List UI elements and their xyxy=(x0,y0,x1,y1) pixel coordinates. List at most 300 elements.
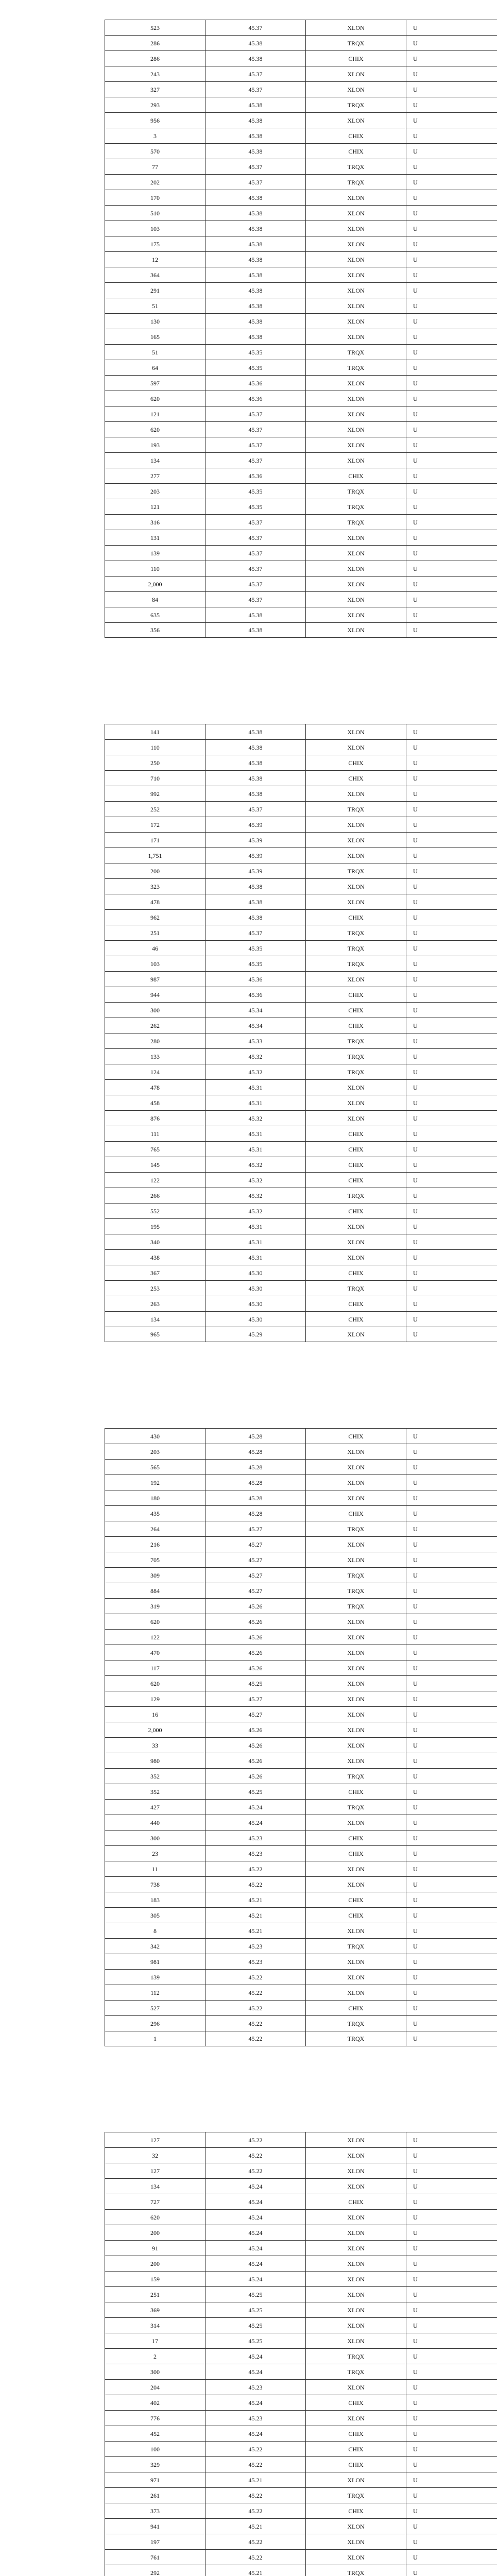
price-cell: 45.26 xyxy=(205,1614,305,1629)
price-cell: 45.37 xyxy=(205,530,305,545)
currency-cell: U xyxy=(406,2411,497,2426)
quantity-cell: 635 xyxy=(105,607,205,622)
venue-cell: XLON xyxy=(305,298,406,313)
venue-cell: CHIX xyxy=(305,51,406,66)
price-cell: 45.35 xyxy=(205,956,305,971)
table-row xyxy=(105,1095,497,1110)
price-cell: 45.30 xyxy=(205,1281,305,1296)
currency-cell: U xyxy=(406,802,497,817)
venue-cell: XLON xyxy=(305,1815,406,1830)
currency-cell: U xyxy=(406,1033,497,1048)
venue-cell: TRQX xyxy=(305,175,406,190)
quantity-cell: 478 xyxy=(105,894,205,909)
table-row xyxy=(105,1614,497,1629)
quantity-cell: 291 xyxy=(105,283,205,298)
currency-cell: U xyxy=(406,2179,497,2194)
quantity-cell: 962 xyxy=(105,910,205,925)
price-cell: 45.22 xyxy=(205,2534,305,2549)
table-row xyxy=(105,499,497,514)
quantity-cell: 134 xyxy=(105,453,205,468)
table-row xyxy=(105,1188,497,1203)
table-row xyxy=(105,2271,497,2286)
table-row xyxy=(105,2441,497,2456)
currency-cell: U xyxy=(406,941,497,956)
price-cell: 45.34 xyxy=(205,1003,305,1018)
venue-cell: CHIX xyxy=(305,1173,406,1188)
table-row xyxy=(105,1444,497,1459)
price-cell: 45.38 xyxy=(205,329,305,344)
quantity-cell: 430 xyxy=(105,1429,205,1444)
currency-cell: U xyxy=(406,453,497,468)
table-row xyxy=(105,1505,497,1521)
venue-cell: XLON xyxy=(305,1877,406,1892)
currency-cell: U xyxy=(406,2380,497,2395)
price-cell: 45.38 xyxy=(205,298,305,313)
price-cell: 45.36 xyxy=(205,987,305,1002)
quantity-cell: 175 xyxy=(105,236,205,251)
venue-cell: XLON xyxy=(305,879,406,894)
venue-cell: TRQX xyxy=(305,2016,406,2031)
venue-cell: XLON xyxy=(305,1327,406,1342)
table-row xyxy=(105,2286,497,2302)
table-row xyxy=(105,1048,497,1064)
price-cell: 45.38 xyxy=(205,771,305,786)
quantity-cell: 352 xyxy=(105,1784,205,1799)
price-cell: 45.23 xyxy=(205,1831,305,1845)
price-cell: 45.39 xyxy=(205,833,305,848)
currency-cell: U xyxy=(406,1769,497,1784)
price-cell: 45.37 xyxy=(205,66,305,81)
currency-cell: U xyxy=(406,1630,497,1645)
venue-cell: XLON xyxy=(305,607,406,622)
venue-cell: CHIX xyxy=(305,987,406,1002)
venue-cell: TRQX xyxy=(305,2565,406,2576)
price-cell: 45.31 xyxy=(205,1219,305,1234)
currency-cell: U xyxy=(406,592,497,607)
quantity-cell: 992 xyxy=(105,786,205,801)
quantity-cell: 91 xyxy=(105,2241,205,2256)
table-row xyxy=(105,344,497,360)
quantity-cell: 84 xyxy=(105,592,205,607)
table-row xyxy=(105,863,497,878)
price-cell: 45.27 xyxy=(205,1537,305,1552)
quantity-cell: 776 xyxy=(105,2411,205,2426)
currency-cell: U xyxy=(406,546,497,561)
quantity-cell: 440 xyxy=(105,1815,205,1830)
venue-cell: XLON xyxy=(305,2179,406,2194)
currency-cell: U xyxy=(406,1064,497,1079)
table-row xyxy=(105,375,497,391)
price-cell: 45.21 xyxy=(205,1923,305,1938)
price-cell: 45.31 xyxy=(205,1095,305,1110)
price-cell: 45.22 xyxy=(205,2031,305,2046)
venue-cell: XLON xyxy=(305,817,406,832)
quantity-cell: 296 xyxy=(105,2016,205,2031)
quantity-cell: 200 xyxy=(105,2256,205,2271)
venue-cell: CHIX xyxy=(305,2457,406,2472)
price-cell: 45.25 xyxy=(205,2302,305,2317)
currency-cell: U xyxy=(406,1250,497,1265)
venue-cell: XLON xyxy=(305,1970,406,1985)
venue-cell: XLON xyxy=(305,1552,406,1567)
price-cell: 45.27 xyxy=(205,1568,305,1583)
price-cell: 45.21 xyxy=(205,1908,305,1923)
venue-cell: XLON xyxy=(305,453,406,468)
table-row xyxy=(105,1737,497,1753)
currency-cell: U xyxy=(406,1188,497,1203)
table-row xyxy=(105,483,497,499)
price-cell: 45.25 xyxy=(205,2333,305,2348)
venue-cell: TRQX xyxy=(305,956,406,971)
currency-cell: U xyxy=(406,2426,497,2441)
table-row xyxy=(105,1892,497,1907)
table-row xyxy=(105,205,497,221)
quantity-cell: 134 xyxy=(105,1312,205,1327)
venue-cell: TRQX xyxy=(305,1800,406,1815)
currency-cell: U xyxy=(406,406,497,421)
venue-cell: XLON xyxy=(305,2472,406,2487)
currency-cell: U xyxy=(406,1660,497,1675)
table-row xyxy=(105,607,497,622)
venue-cell: CHIX xyxy=(305,1831,406,1845)
price-cell: 45.25 xyxy=(205,2287,305,2302)
currency-cell: U xyxy=(406,2534,497,2549)
table-row xyxy=(105,298,497,313)
table-row xyxy=(105,1830,497,1845)
table-row xyxy=(105,1157,497,1172)
quantity-cell: 100 xyxy=(105,2442,205,2456)
currency-cell: U xyxy=(406,82,497,97)
price-cell: 45.38 xyxy=(205,51,305,66)
quantity-cell: 133 xyxy=(105,1049,205,1064)
venue-cell: XLON xyxy=(305,1444,406,1459)
table-row xyxy=(105,1907,497,1923)
quantity-cell: 620 xyxy=(105,1676,205,1691)
price-cell: 45.32 xyxy=(205,1204,305,1218)
currency-cell: U xyxy=(406,2272,497,2286)
price-cell: 45.35 xyxy=(205,360,305,375)
currency-cell: U xyxy=(406,499,497,514)
currency-cell: U xyxy=(406,1831,497,1845)
table-row xyxy=(105,421,497,437)
quantity-cell: 452 xyxy=(105,2426,205,2441)
quantity-cell: 884 xyxy=(105,1583,205,1598)
venue-cell: XLON xyxy=(305,577,406,591)
venue-cell: CHIX xyxy=(305,2442,406,2456)
venue-cell: XLON xyxy=(305,1490,406,1505)
venue-cell: XLON xyxy=(305,236,406,251)
price-cell: 45.38 xyxy=(205,623,305,637)
table-row xyxy=(105,1954,497,1969)
currency-cell: U xyxy=(406,771,497,786)
currency-cell: U xyxy=(406,1954,497,1969)
venue-cell: XLON xyxy=(305,592,406,607)
table-row xyxy=(105,878,497,894)
price-cell: 45.38 xyxy=(205,190,305,205)
venue-cell: XLON xyxy=(305,329,406,344)
price-cell: 45.21 xyxy=(205,2472,305,2487)
venue-cell: CHIX xyxy=(305,755,406,770)
currency-cell: U xyxy=(406,1003,497,1018)
venue-cell: XLON xyxy=(305,833,406,848)
quantity-cell: 305 xyxy=(105,1908,205,1923)
venue-cell: XLON xyxy=(305,2550,406,2565)
currency-cell: U xyxy=(406,1552,497,1567)
currency-cell: U xyxy=(406,1204,497,1218)
table-row xyxy=(105,1722,497,1737)
quantity-cell: 111 xyxy=(105,1126,205,1141)
table-row xyxy=(105,112,497,128)
quantity-cell: 3 xyxy=(105,128,205,143)
venue-cell: TRQX xyxy=(305,1049,406,1064)
currency-cell: U xyxy=(406,817,497,832)
venue-cell: CHIX xyxy=(305,1018,406,1033)
table-row xyxy=(105,2194,497,2209)
currency-cell: U xyxy=(406,2333,497,2348)
price-cell: 45.38 xyxy=(205,97,305,112)
venue-cell: TRQX xyxy=(305,925,406,940)
price-cell: 45.38 xyxy=(205,236,305,251)
table-row xyxy=(105,360,497,375)
table-row xyxy=(105,971,497,987)
currency-cell: U xyxy=(406,879,497,894)
quantity-cell: 17 xyxy=(105,2333,205,2348)
quantity-cell: 987 xyxy=(105,972,205,987)
price-cell: 45.32 xyxy=(205,1173,305,1188)
quantity-cell: 159 xyxy=(105,2272,205,2286)
venue-cell: TRQX xyxy=(305,2031,406,2046)
quantity-cell: 77 xyxy=(105,159,205,174)
table-row xyxy=(105,2426,497,2441)
venue-cell: TRQX xyxy=(305,941,406,956)
venue-cell: XLON xyxy=(305,206,406,221)
quantity-cell: 180 xyxy=(105,1490,205,1505)
table-row xyxy=(105,1583,497,1598)
currency-cell: U xyxy=(406,236,497,251)
venue-cell: TRQX xyxy=(305,499,406,514)
table-row xyxy=(105,1033,497,1048)
venue-cell: XLON xyxy=(305,252,406,267)
table-row xyxy=(105,1645,497,1660)
currency-cell: U xyxy=(406,2256,497,2271)
venue-cell: XLON xyxy=(305,972,406,987)
quantity-cell: 253 xyxy=(105,1281,205,1296)
table-row xyxy=(105,2503,497,2518)
table-row xyxy=(105,1141,497,1157)
venue-cell: XLON xyxy=(305,376,406,391)
quantity-cell: 402 xyxy=(105,2395,205,2410)
currency-cell: U xyxy=(406,1568,497,1583)
table-row xyxy=(105,174,497,190)
quantity-cell: 261 xyxy=(105,2488,205,2503)
price-cell: 45.36 xyxy=(205,468,305,483)
table-row xyxy=(105,561,497,576)
quantity-cell: 356 xyxy=(105,623,205,637)
quantity-cell: 110 xyxy=(105,561,205,576)
currency-cell: U xyxy=(406,314,497,329)
venue-cell: TRQX xyxy=(305,2349,406,2364)
venue-cell: XLON xyxy=(305,2256,406,2271)
currency-cell: U xyxy=(406,2210,497,2225)
table-row xyxy=(105,1691,497,1706)
price-cell: 45.26 xyxy=(205,1660,305,1675)
quantity-cell: 300 xyxy=(105,1831,205,1845)
table-row xyxy=(105,1018,497,1033)
venue-cell: XLON xyxy=(305,1954,406,1969)
price-cell: 45.22 xyxy=(205,2016,305,2031)
currency-cell: U xyxy=(406,1460,497,1475)
venue-cell: CHIX xyxy=(305,2001,406,2015)
price-cell: 45.38 xyxy=(205,894,305,909)
venue-cell: TRQX xyxy=(305,159,406,174)
price-cell: 45.22 xyxy=(205,1861,305,1876)
currency-cell: U xyxy=(406,1753,497,1768)
quantity-cell: 570 xyxy=(105,144,205,159)
table-row xyxy=(105,190,497,205)
venue-cell: XLON xyxy=(305,2333,406,2348)
quantity-cell: 252 xyxy=(105,802,205,817)
table-row xyxy=(105,1234,497,1249)
currency-cell: U xyxy=(406,1691,497,1706)
table-row xyxy=(105,622,497,638)
price-cell: 45.25 xyxy=(205,2318,305,2333)
table-row xyxy=(105,1675,497,1691)
currency-cell: U xyxy=(406,1049,497,1064)
table-row xyxy=(105,832,497,848)
price-cell: 45.27 xyxy=(205,1583,305,1598)
venue-cell: XLON xyxy=(305,113,406,128)
price-cell: 45.31 xyxy=(205,1080,305,1095)
price-cell: 45.37 xyxy=(205,20,305,35)
table-row xyxy=(105,1629,497,1645)
currency-cell: U xyxy=(406,1939,497,1954)
venue-cell: CHIX xyxy=(305,2194,406,2209)
venue-cell: XLON xyxy=(305,1676,406,1691)
currency-cell: U xyxy=(406,2565,497,2576)
venue-cell: CHIX xyxy=(305,1846,406,1861)
currency-cell: U xyxy=(406,2016,497,2031)
price-cell: 45.37 xyxy=(205,159,305,174)
currency-cell: U xyxy=(406,2349,497,2364)
table-row xyxy=(105,739,497,755)
quantity-cell: 266 xyxy=(105,1188,205,1203)
quantity-cell: 263 xyxy=(105,1296,205,1311)
currency-cell: U xyxy=(406,2457,497,2472)
price-cell: 45.26 xyxy=(205,1630,305,1645)
table-row xyxy=(105,1876,497,1892)
price-cell: 45.37 xyxy=(205,802,305,817)
quantity-cell: 2,000 xyxy=(105,577,205,591)
table-row xyxy=(105,1753,497,1768)
price-cell: 45.31 xyxy=(205,1142,305,1157)
price-cell: 45.21 xyxy=(205,2519,305,2534)
venue-cell: TRQX xyxy=(305,345,406,360)
quantity-cell: 131 xyxy=(105,530,205,545)
price-cell: 45.38 xyxy=(205,755,305,770)
currency-cell: U xyxy=(406,2364,497,2379)
currency-cell: U xyxy=(406,2550,497,2565)
currency-cell: U xyxy=(406,987,497,1002)
quantity-cell: 2 xyxy=(105,2349,205,2364)
price-cell: 45.24 xyxy=(205,1800,305,1815)
price-cell: 45.22 xyxy=(205,2457,305,2472)
price-cell: 45.38 xyxy=(205,879,305,894)
table-row xyxy=(105,1064,497,1079)
price-cell: 45.29 xyxy=(205,1327,305,1342)
venue-cell: CHIX xyxy=(305,128,406,143)
quantity-cell: 172 xyxy=(105,817,205,832)
quantity-cell: 202 xyxy=(105,175,205,190)
currency-cell: U xyxy=(406,1490,497,1505)
venue-cell: CHIX xyxy=(305,144,406,159)
venue-cell: CHIX xyxy=(305,2395,406,2410)
price-cell: 45.36 xyxy=(205,376,305,391)
table-row xyxy=(105,452,497,468)
quantity-cell: 527 xyxy=(105,2001,205,2015)
table-row xyxy=(105,724,497,739)
table-row xyxy=(105,1923,497,1938)
price-cell: 45.32 xyxy=(205,1049,305,1064)
currency-cell: U xyxy=(406,113,497,128)
price-cell: 45.24 xyxy=(205,1815,305,1830)
table-row xyxy=(105,2518,497,2534)
table-row xyxy=(105,1459,497,1475)
venue-cell: XLON xyxy=(305,2534,406,2549)
currency-cell: U xyxy=(406,221,497,236)
table-row xyxy=(105,97,497,112)
currency-cell: U xyxy=(406,36,497,50)
quantity-cell: 352 xyxy=(105,1769,205,1784)
table-row xyxy=(105,1845,497,1861)
quantity-cell: 243 xyxy=(105,66,205,81)
currency-cell: U xyxy=(406,1599,497,1614)
venue-cell: XLON xyxy=(305,1691,406,1706)
venue-cell: CHIX xyxy=(305,1157,406,1172)
currency-cell: U xyxy=(406,2148,497,2163)
price-cell: 45.26 xyxy=(205,1738,305,1753)
price-cell: 45.26 xyxy=(205,1753,305,1768)
currency-cell: U xyxy=(406,1219,497,1234)
table-row xyxy=(105,2147,497,2163)
currency-cell: U xyxy=(406,1970,497,1985)
quantity-cell: 710 xyxy=(105,771,205,786)
table-row xyxy=(105,1706,497,1722)
quantity-cell: 1 xyxy=(105,2031,205,2046)
currency-cell: U xyxy=(406,1614,497,1629)
currency-cell: U xyxy=(406,2031,497,2046)
price-cell: 45.36 xyxy=(205,972,305,987)
currency-cell: U xyxy=(406,484,497,499)
venue-cell: TRQX xyxy=(305,1568,406,1583)
currency-cell: U xyxy=(406,252,497,267)
venue-cell: XLON xyxy=(305,2163,406,2178)
currency-cell: U xyxy=(406,283,497,298)
price-cell: 45.24 xyxy=(205,2256,305,2271)
quantity-cell: 197 xyxy=(105,2534,205,2549)
price-cell: 45.22 xyxy=(205,2550,305,2565)
venue-cell: XLON xyxy=(305,82,406,97)
quantity-cell: 941 xyxy=(105,2519,205,2534)
table-row xyxy=(105,2549,497,2565)
price-cell: 45.38 xyxy=(205,910,305,925)
table-row xyxy=(105,1985,497,2000)
quantity-cell: 944 xyxy=(105,987,205,1002)
table-row xyxy=(105,1203,497,1218)
currency-cell: U xyxy=(406,298,497,313)
table-row xyxy=(105,770,497,786)
quantity-cell: 369 xyxy=(105,2302,205,2317)
currency-cell: U xyxy=(406,468,497,483)
